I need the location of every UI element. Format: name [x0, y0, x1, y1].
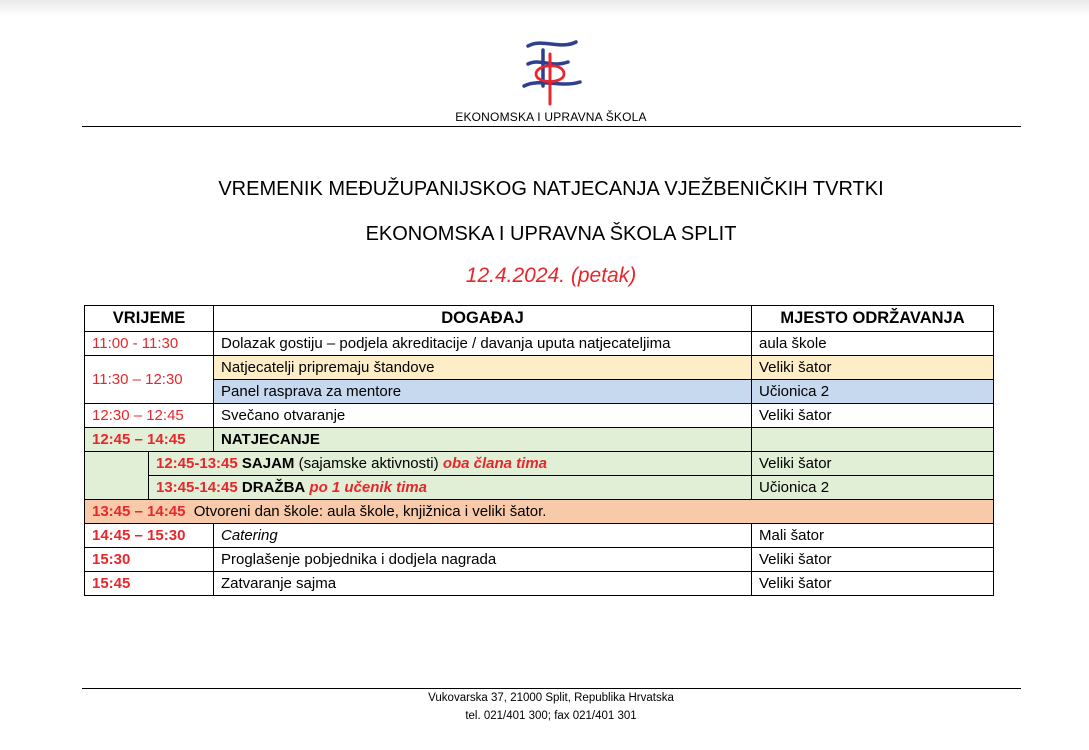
row-time: 12:45 – 14:45 — [85, 428, 214, 452]
row-place: Veliki šator — [752, 404, 994, 428]
row-event: Proglašenje pobjednika i dodjela nagrada — [214, 548, 752, 572]
footer-divider — [82, 688, 1021, 689]
row-place: Učionica 2 — [752, 380, 994, 404]
row-time: 15:30 — [85, 548, 214, 572]
header-divider — [82, 126, 1021, 127]
row-place: aula škole — [752, 332, 994, 356]
row-place: Mali šator — [752, 524, 994, 548]
row-event: Catering — [214, 524, 752, 548]
row-event: Otvoreni dan škole: aula škole, knjižnica i veliki šator. — [193, 503, 547, 520]
row-open-day — [85, 500, 994, 524]
row-event: Panel rasprava za mentore — [214, 380, 752, 404]
footer-address: Vukovarska 37, 21000 Split, Republika Hrvatska — [428, 692, 674, 704]
page-subtitle: EKONOMSKA I UPRAVNA ŠKOLA SPLIT — [365, 223, 737, 245]
row-time: 15:45 — [85, 572, 214, 596]
sub-time: 13:45-14:45 — [156, 479, 238, 496]
sub-event: DRAŽBA — [241, 479, 306, 496]
row-place — [752, 428, 994, 452]
row-event: NATJECANJE — [214, 428, 752, 452]
table-row — [85, 356, 994, 380]
row-event: Dolazak gostiju – podjela akreditacije / davanja uputa natjecateljima — [214, 332, 752, 356]
table-row — [85, 380, 994, 404]
table-header-row — [85, 306, 994, 332]
table-row — [85, 428, 994, 452]
row-time: 14:45 – 15:30 — [85, 524, 214, 548]
row-place: Veliki šator — [752, 452, 994, 476]
row-place: Veliki šator — [752, 356, 994, 380]
indent-spacer — [85, 452, 149, 500]
sub-event-extra: oba člana tima — [442, 455, 548, 472]
school-name: EKONOMSKA I UPRAVNA ŠKOLA — [455, 110, 647, 124]
row-event — [149, 476, 752, 500]
row-event: Natjecatelji pripremaju štandove — [214, 356, 752, 380]
header-place: MJESTO ODRŽAVANJA — [752, 306, 994, 332]
row-time: 13:45 – 14:45 — [92, 503, 186, 520]
footer-contact: tel. 021/401 300; fax 021/401 301 — [465, 710, 637, 722]
table-row — [85, 332, 994, 356]
page-title: VREMENIK MEĐUŽUPANIJSKOG NATJECANJA VJEŽBENIČKIH TVRTKI — [218, 178, 884, 200]
sub-event: SAJAM — [241, 455, 295, 472]
table-row — [85, 572, 994, 596]
header-event: DOGAĐAJ — [214, 306, 752, 332]
table-row — [85, 476, 994, 500]
sub-event-note: (sajamske aktivnosti) — [298, 455, 439, 472]
row-place: Veliki šator — [752, 572, 994, 596]
table-row — [85, 452, 994, 476]
sub-event-extra: po 1 učenik tima — [309, 479, 427, 496]
schedule-table — [84, 305, 994, 596]
top-bar — [0, 0, 1089, 16]
event-date: 12.4.2024. (petak) — [465, 264, 637, 287]
row-place: Veliki šator — [752, 548, 994, 572]
sub-time: 12:45-13:45 — [156, 455, 238, 472]
header-time: VRIJEME — [85, 306, 214, 332]
school-logo — [520, 38, 582, 106]
row-time: 12:30 – 12:45 — [85, 404, 214, 428]
table-row — [85, 548, 994, 572]
row-time: 11:30 – 12:30 — [85, 356, 214, 404]
table-row — [85, 500, 994, 524]
row-event — [149, 452, 752, 476]
row-event: Zatvaranje sajma — [214, 572, 752, 596]
row-time: 11:00 - 11:30 — [85, 332, 214, 356]
row-place: Učionica 2 — [752, 476, 994, 500]
row-event: Svečano otvaranje — [214, 404, 752, 428]
table-row — [85, 524, 994, 548]
table-row — [85, 404, 994, 428]
